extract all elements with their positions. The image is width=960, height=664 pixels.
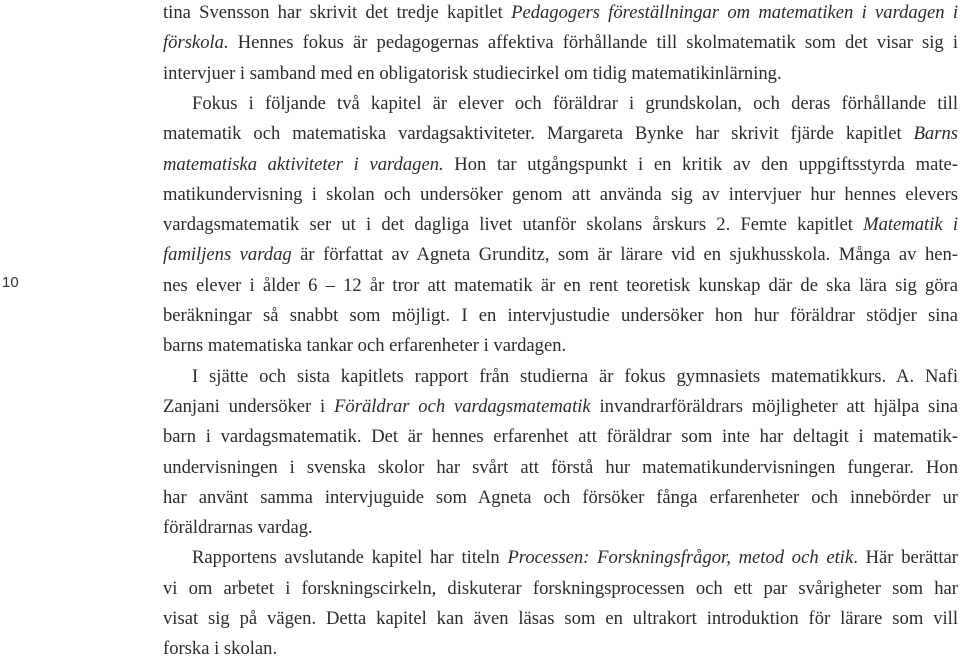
text-span: tina Svensson har skrivit det tredje kapitlet [163,2,512,23]
text-span: beräkningar så snabbt som möjligt. I en intervjustudie undersöker hon hur föräldrar stödjer sina [163,305,958,326]
italic-text: matematiska aktiviteter i vardagen. [163,153,444,175]
text-span: nes elever i ålder 6 – 12 år tror att matematik är en rent teoretisk kunskap där de ska lära sig göra [163,274,958,296]
text-span: Fokus i följande två kapitel är elever och föräldrar i grundskolan, och deras förhållande till [192,92,958,114]
text-span: barns matematiska tankar och erfarenheter i vardagen. [163,335,567,357]
italic-text: familjens vardag [163,244,292,266]
text-span: vardagsmatematik ser ut i det dagliga livet utanför skolans årskurs 2. Femte kapitlet [163,214,864,236]
text-line [163,301,958,331]
text-span: Hennes fokus är pedagogernas affektiva förhållande till skolmatematik som det visar sig i [228,32,958,54]
text-line [163,634,958,664]
text-line [192,362,958,392]
text-span: har använt samma intervjuguide som Agneta och försöker fånga erfarenheter och innebörder ur [163,486,958,508]
text-line [163,604,958,634]
text-line [163,574,958,604]
text-line [163,0,958,28]
text-span: Rapportens avslutande kapitel har titeln [192,547,508,569]
text-span: föräldrarnas vardag. [163,517,313,539]
text-line [163,210,958,240]
italic-text: Föräldrar och vardagsmatematik [334,395,591,417]
text-line [163,271,958,301]
text-span: I sjätte och sista kapitlets rapport från studierna är fokus gymnasiets matematikkurs. A. Nafi [192,365,958,387]
text-line [163,150,958,180]
italic-text: Barns [913,123,958,145]
text-line [163,119,958,149]
text-span: forska i skolan. [163,638,278,660]
italic-text: förskola. [163,32,229,54]
text-line [163,180,958,210]
text-span: visat sig på vägen. Detta kapitel kan även läsas som en ultrakort introduktion för lärare som vill [163,608,958,629]
text-span: vi om arbetet i forskningscirkeln, diskuterar forskningsprocessen och ett par svårigheter som har [163,577,958,599]
text-span: matikundervisning i skolan och undersöker genom att använda sig av intervjuer hur hennes elevers [163,183,958,205]
text-line [163,513,958,543]
text-span: intervjuer i samband med en obligatorisk studiecirkel om tidig matematikinlärning. [163,62,782,84]
text-line [192,89,958,119]
italic-text: Pedagogers föreställningar om matematiken i vardagen i [511,2,959,23]
text-line [163,422,958,452]
text-span: invandrarföräldrars möjligheter att hjälpa sina [590,395,959,417]
text-span: är författat av Agneta Grunditz, som är lärare vid en sjukhusskola. Många av hen- [291,244,959,266]
text-line [163,59,958,89]
text-line [192,543,958,573]
text-span: Hon tar utgångspunkt i en kritik av den uppgiftsstyrda mate- [443,153,959,175]
text-line [163,331,958,361]
text-span: . Här berättar [853,547,958,569]
page-number: 10 [2,274,19,291]
text-line [163,483,958,513]
italic-text: Matematik i [863,214,958,236]
text-line [163,453,958,483]
text-span: barn i vardagsmatematik. Det är hennes erfarenhet att föräldrar som inte har deltagit i matematik- [163,426,958,448]
text-span: matematik och matematiska vardagsaktiviteter. Margareta Bynke har skrivit fjärde kapitlet [163,123,914,145]
text-line [163,392,958,422]
italic-text: Processen: Forskningsfrågor, metod och etik [507,547,854,569]
text-span: Zanjani undersöker i [163,395,335,417]
text-span: undervisningen i svenska skolor har svårt att förstå hur matematikundervisningen fungerar. Hon [163,456,958,478]
text-line [163,240,958,270]
text-line [163,28,958,58]
